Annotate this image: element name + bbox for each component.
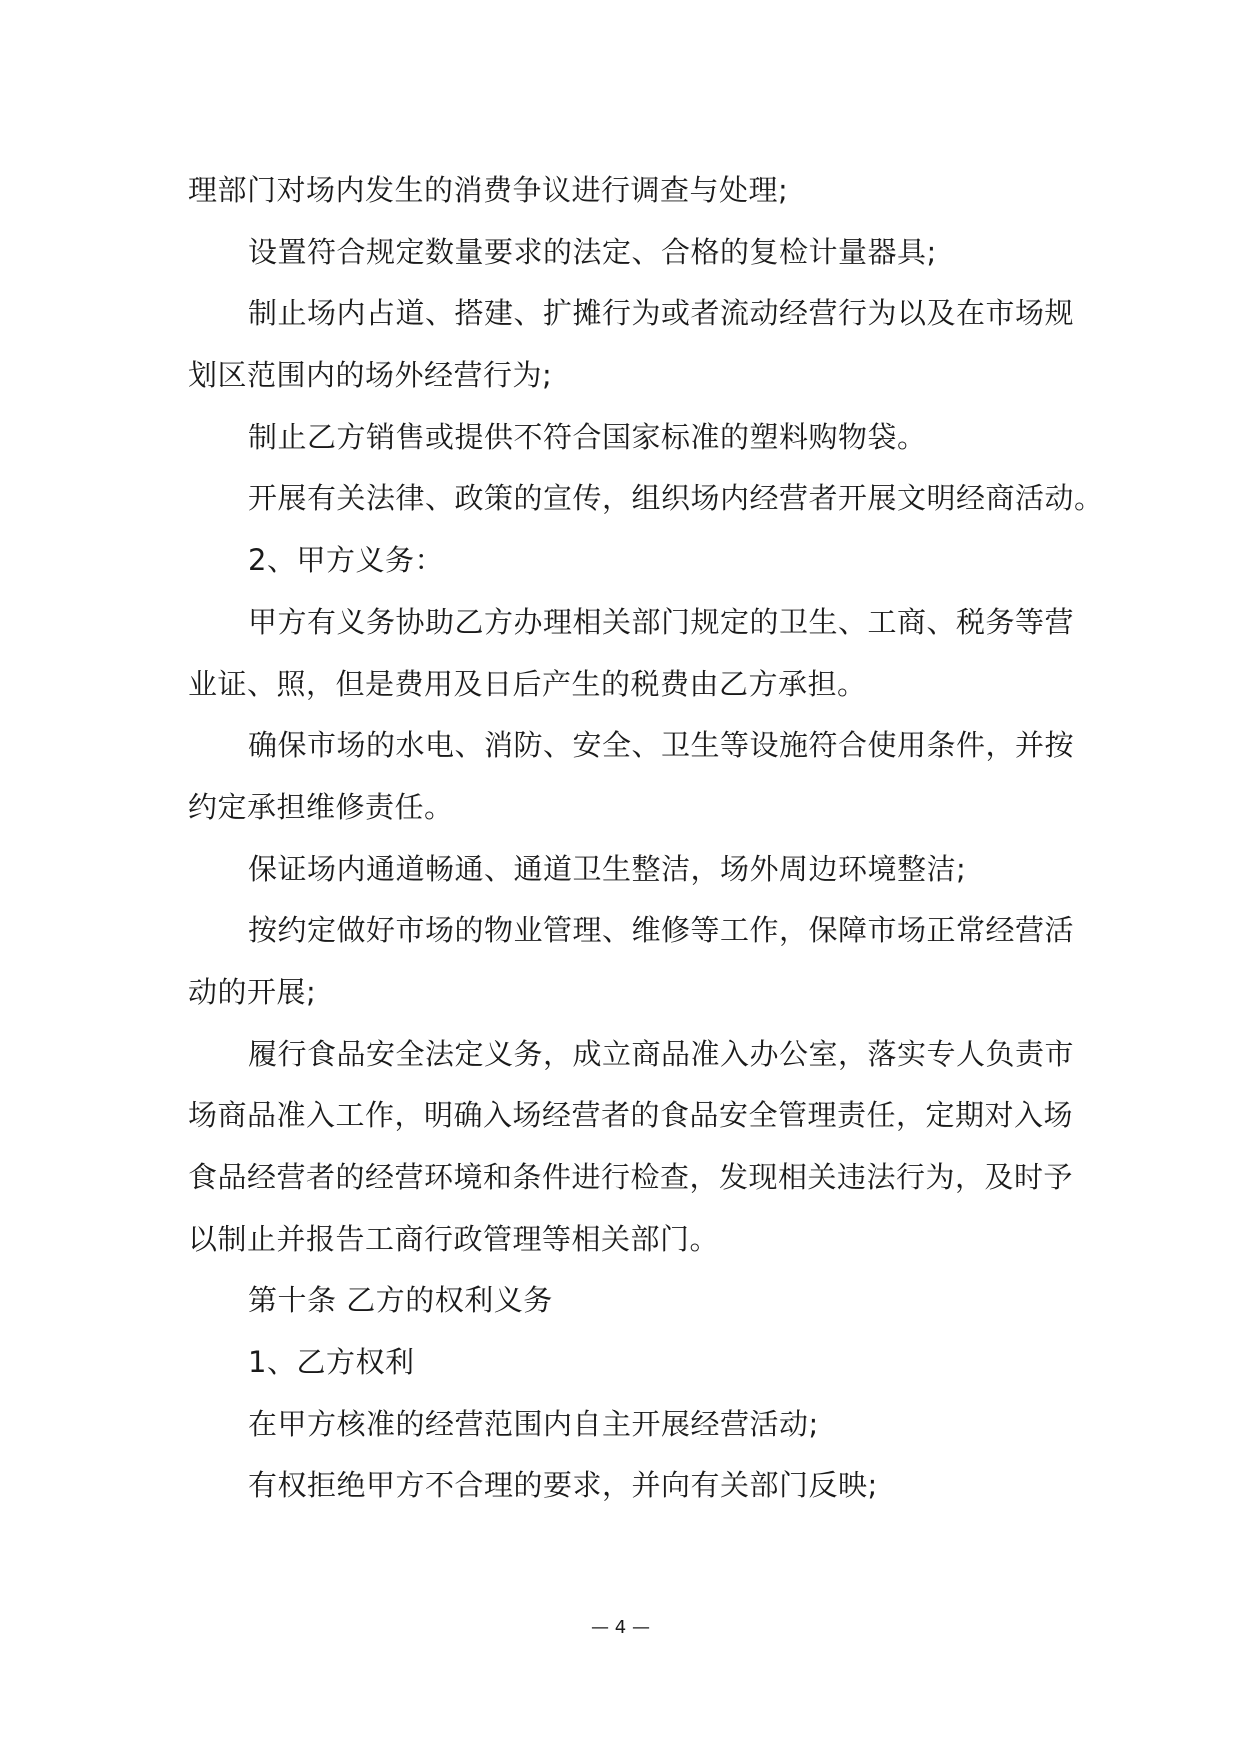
text-line: 保证场内通道畅通、通道卫生整洁，场外周边环境整洁;	[248, 851, 967, 886]
text-line: 动的开展;	[188, 974, 317, 1009]
text-line: 制止乙方销售或提供不符合国家标准的塑料购物袋。	[248, 419, 927, 454]
text-line: 开展有关法律、政策的宣传，组织场内经营者开展文明经商活动。	[248, 481, 1104, 516]
text-line: 业证、照，但是费用及日后产生的税费由乙方承担。	[188, 666, 867, 701]
text-line: 食品经营者的经营环境和条件进行检查，发现相关违法行为，及时予	[188, 1160, 1074, 1194]
section-heading: 1、乙方权利	[248, 1345, 415, 1380]
section-heading: 2、甲方义务：	[248, 543, 444, 578]
text-line: 在甲方核准的经营范围内自主开展经营活动;	[248, 1406, 819, 1441]
text-line: 确保市场的水电、消防、安全、卫生等设施符合使用条件，并按	[248, 728, 1075, 763]
text-line: 场商品准入工作，明确入场经营者的食品安全管理责任，定期对入场	[188, 1098, 1074, 1133]
text-line: 设置符合规定数量要求的法定、合格的复检计量器具;	[248, 234, 937, 269]
text-line: 理部门对场内发生的消费争议进行调查与处理;	[188, 173, 789, 207]
text-line: 履行食品安全法定义务，成立商品准入办公室，落实专人负责市	[248, 1036, 1075, 1071]
text-line: 以制止并报告工商行政管理等相关部门。	[188, 1221, 720, 1256]
article-heading: 第十条 乙方的权利义务	[248, 1283, 553, 1318]
text-line: 甲方有义务协助乙方办理相关部门规定的卫生、工商、税务等营	[248, 604, 1075, 639]
text-line: 约定承担维修责任。	[188, 789, 454, 824]
body-text	[188, 160, 1104, 1517]
text-line: 按约定做好市场的物业管理、维修等工作，保障市场正常经营活	[248, 913, 1075, 948]
page-number: — 4 —	[591, 1617, 650, 1638]
text-line: 有权拒绝甲方不合理的要求，并向有关部门反映;	[248, 1468, 878, 1503]
text-line: 制止场内占道、搭建、扩摊行为或者流动经营行为以及在市场规	[248, 296, 1075, 331]
text-line: 划区范围内的场外经营行为;	[188, 358, 553, 393]
